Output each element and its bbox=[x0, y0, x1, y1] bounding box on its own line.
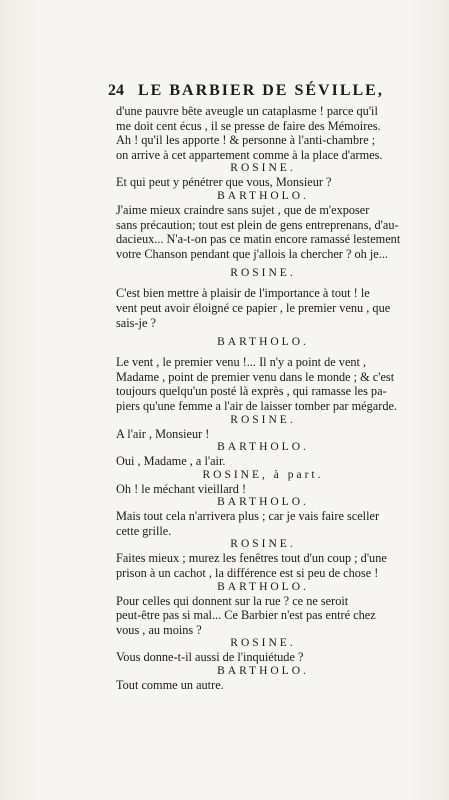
dialogue-line: prison à un cachot , la différence est si peu de chose ! bbox=[116, 566, 379, 581]
dialogue-line: Oh ! le méchant vieillard ! bbox=[116, 481, 247, 496]
speaker-name: ROSINE. bbox=[230, 267, 296, 280]
speaker-name: BARTHOLO. bbox=[217, 665, 309, 678]
running-title: LE BARBIER DE SÉVILLE, bbox=[138, 82, 384, 99]
speaker-name: BARTHOLO. bbox=[217, 496, 309, 509]
dialogue-line: Vous donne-t-il aussi de l'inquiétude ? bbox=[116, 650, 304, 665]
dialogue-line: sais-je ? bbox=[116, 315, 156, 330]
dialogue-line: A l'air , Monsieur ! bbox=[116, 426, 210, 441]
dialogue-line: Faites mieux ; murez les fenêtres tout d'un coup ; d'une bbox=[116, 551, 387, 566]
dialogue-line: vent peut avoir éloigné ce papier , le premier venu , que bbox=[116, 300, 391, 315]
dialogue-line: me doit cent écus , il se presse de faire des Mémoires. bbox=[116, 118, 381, 133]
dialogue-line: votre Chanson pendant que j'allois la chercher ? oh je... bbox=[116, 246, 388, 261]
dialogue-line: peut-être pas si mal... Ce Barbier n'est pas entré chez bbox=[116, 608, 376, 623]
speaker-name: BARTHOLO. bbox=[217, 189, 309, 202]
dialogue-line: d'une pauvre bête aveugle un cataplasme ! parce qu'il bbox=[116, 104, 378, 118]
speaker-name: BARTHOLO. bbox=[217, 336, 309, 349]
dialogue-line: cette grille. bbox=[116, 523, 172, 538]
dialogue-line: Oui , Madame , a l'air. bbox=[116, 454, 226, 469]
speaker-name: BARTHOLO. bbox=[217, 441, 309, 454]
page-number: 24 bbox=[108, 82, 124, 99]
dialogue-line: sans précaution; tout est plein de gens entreprenans, d'au- bbox=[116, 217, 399, 232]
speaker-name: ROSINE. bbox=[230, 637, 296, 650]
dialogue-line: Pour celles qui donnent sur la rue ? ce ne seroit bbox=[116, 593, 349, 608]
speaker-name: ROSINE. bbox=[230, 413, 296, 426]
dialogue-line: C'est bien mettre à plaisir de l'importance à tout ! le bbox=[116, 286, 370, 301]
speaker-name: BARTHOLO. bbox=[217, 580, 309, 593]
dialogue-line: Et qui peut y pénétrer que vous, Monsieur ? bbox=[116, 175, 332, 190]
speaker-name: ROSINE, à part. bbox=[202, 468, 324, 481]
dialogue-line: Mais tout cela n'arrivera plus ; car je vais faire sceller bbox=[116, 509, 380, 524]
dialogue-line: vous , au moins ? bbox=[116, 622, 202, 637]
dialogue-line: Ah ! qu'il les apporte ! & personne à l'anti-chambre ; bbox=[116, 133, 376, 148]
dialogue-line: J'aime mieux craindre sans sujet , que de m'exposer bbox=[116, 202, 370, 217]
dialogue-line: Tout comme un autre. bbox=[116, 678, 224, 693]
dialogue-line: Madame , point de premier venu dans le monde ; & c'est bbox=[116, 369, 395, 384]
speaker-name: ROSINE. bbox=[230, 538, 296, 551]
dialogue-line: dacieux... N'a-t-on pas ce matin encore ramassé lestement bbox=[116, 232, 401, 247]
play-text bbox=[116, 104, 410, 693]
dialogue-line: piers qu'une femme a l'air de laisser tomber par mégarde. bbox=[116, 398, 397, 413]
page-header bbox=[108, 82, 418, 104]
dialogue-line: on arrive à cet appartement comme à la place d'armes. bbox=[116, 147, 383, 162]
speaker-name: ROSINE. bbox=[230, 162, 296, 175]
dialogue-line: toujours quelqu'un posté là exprès , qui ramasse les pa- bbox=[116, 384, 387, 399]
dialogue-line: Le vent , le premier venu !... Il n'y a point de vent , bbox=[116, 355, 367, 370]
